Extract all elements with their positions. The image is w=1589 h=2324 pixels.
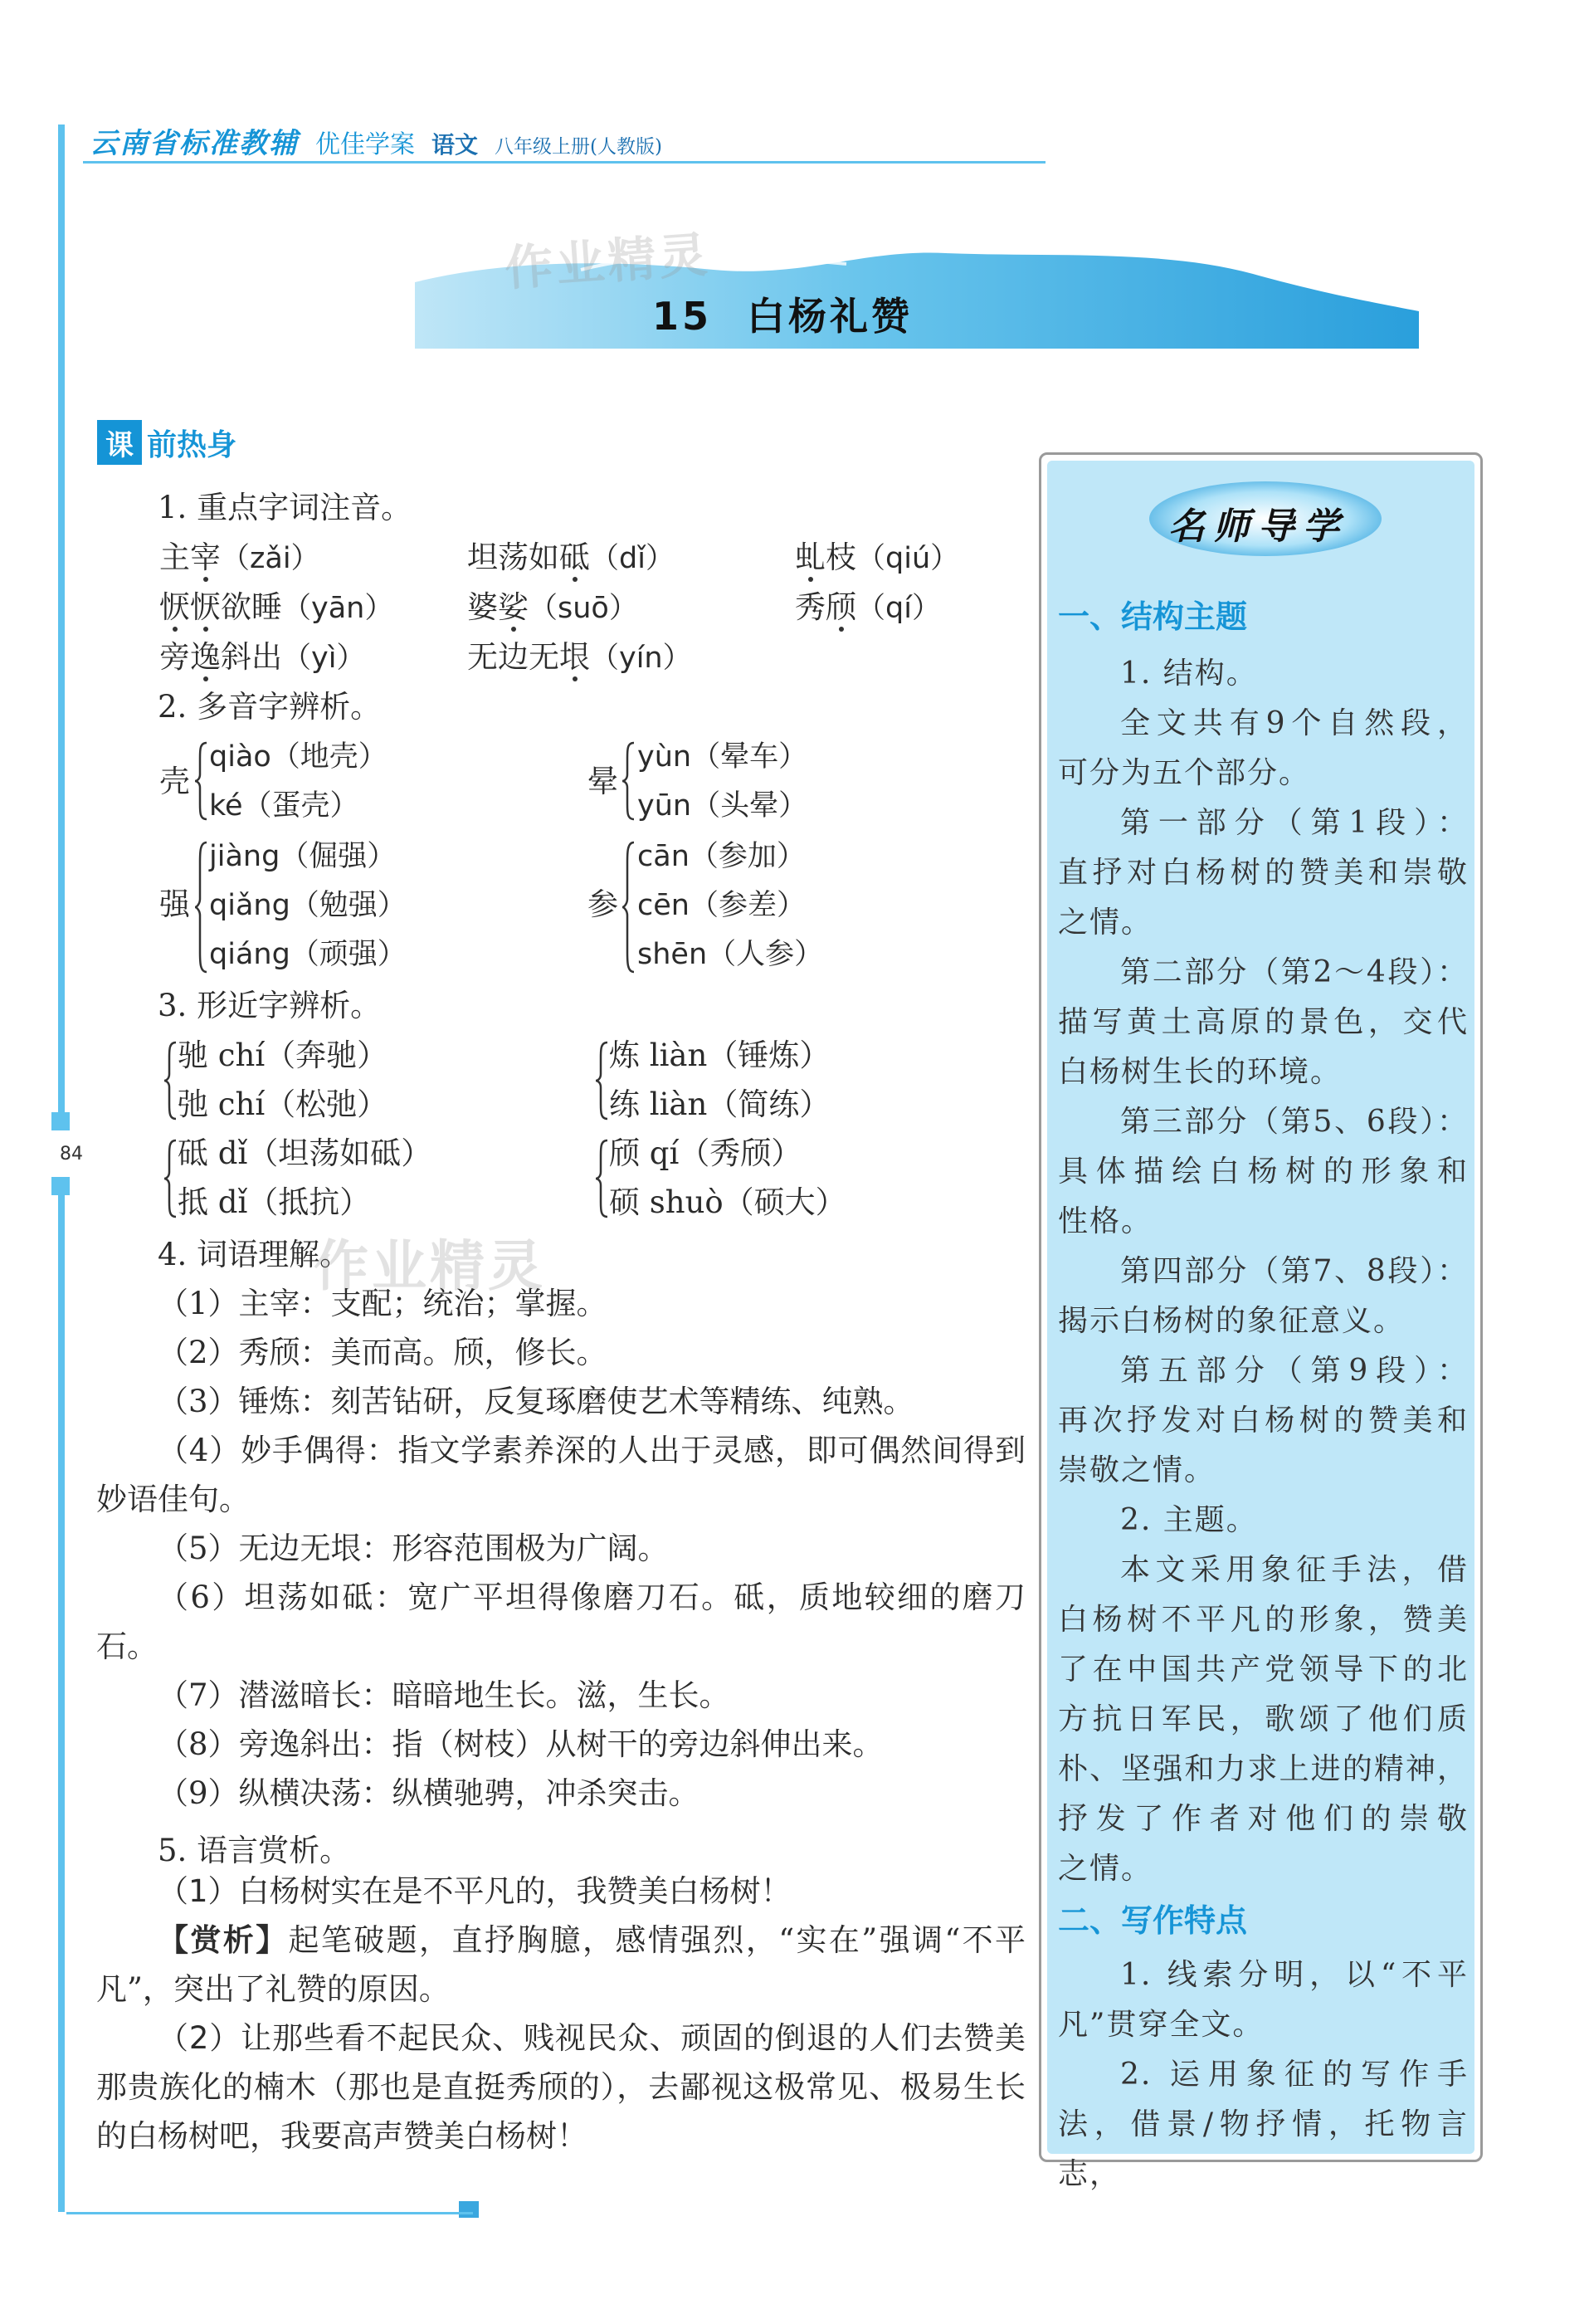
q1-word: 旁逸斜出 — [159, 639, 282, 675]
sidebar-line: 了在中国共产党领导下的北 — [1058, 1653, 1469, 1687]
section-heading — [97, 420, 236, 465]
q2-reading: ké（蛋壳） — [209, 789, 359, 823]
q1-pinyin: （yān） — [282, 592, 394, 625]
q3-item: 砥 dǐ（坦荡如砥） — [178, 1135, 432, 1171]
sidebar-line: 描写黄土高原的景色，交代 — [1058, 1005, 1469, 1039]
watermark-top: 作业精灵 — [503, 226, 713, 297]
q2-char: 参 — [587, 886, 618, 922]
q3-item: 抵 dǐ（抵抗） — [178, 1184, 371, 1220]
sidebar-line: 朴、坚强和力求上进的精神， — [1058, 1752, 1469, 1786]
lesson-name: 白杨礼赞 — [747, 294, 914, 339]
analysis-text: 起笔破题，直抒胸臆，感情强烈，“实在”强调“不平凡”，突出了礼赞的原因。 — [96, 1922, 1026, 2007]
brace-icon — [594, 1139, 609, 1218]
q1-item — [159, 641, 365, 675]
grade-label: 八年级上册(人教版) — [495, 136, 662, 158]
q4-item: （1）主宰：支配；统治；掌握。 — [158, 1286, 607, 1321]
q4-item: （5）无边无垠：形容范围极为广阔。 — [158, 1531, 669, 1566]
sidebar-line: 第三部分（第5、6段）： — [1120, 1105, 1469, 1139]
q2-reading: qiào（地壳） — [209, 740, 388, 774]
brace-icon — [163, 1139, 178, 1218]
q3-item: 炼 liàn（锤炼） — [609, 1038, 831, 1073]
q5-analysis — [96, 1916, 1026, 2014]
bottom-rule — [66, 2212, 473, 2214]
sidebar-line: 1. 结构。 — [1120, 657, 1258, 691]
section-label: 前热身 — [147, 427, 237, 462]
sidebar-line: 直抒对白杨树的赞美和崇敬 — [1058, 856, 1469, 890]
q4-item: （4）妙手偶得：指文学素养深的人出于灵感，即可偶然间得到妙语佳句。 — [96, 1433, 1026, 1517]
q1-word: 秀颀 — [795, 589, 856, 625]
sidebar-line: 抒发了作者对他们的崇敬 — [1058, 1802, 1469, 1836]
watermark-middle: 作业精灵 — [314, 1234, 546, 1298]
q2-char: 壳 — [159, 764, 190, 799]
margin-tick-top — [51, 1112, 70, 1130]
page-header — [90, 120, 662, 161]
sidebar-line: 2. 运用象征的写作手 — [1120, 2058, 1469, 2092]
q1-item — [795, 591, 941, 625]
sidebar-line: 1. 线索分明，以“不平 — [1120, 1958, 1469, 1992]
q1-heading: 1. 重点字词注音。 — [158, 490, 412, 525]
q1-item — [795, 541, 959, 575]
q1-word: 婆娑 — [467, 589, 529, 625]
q1-item — [159, 591, 393, 625]
brace-icon — [621, 841, 636, 974]
brace-icon — [193, 741, 208, 821]
q2-reading: cān（参加） — [637, 840, 806, 873]
q5-sentence-2: （2）让那些看不起民众、贱视民众、顽固的倒退的人们去赞美那贵族化的楠木（那也是直挺秀颀的），去鄙视这极常见、极易生长的白杨树吧，我要高声赞美白杨树！ — [96, 2020, 1026, 2154]
sidebar-heading-2: 二、写作特点 — [1058, 1902, 1248, 1939]
sidebar-line: 再次抒发对白杨树的赞美和 — [1058, 1404, 1469, 1438]
series-name: 优佳学案 — [315, 130, 415, 159]
brace-icon — [621, 741, 636, 821]
brace-icon — [594, 1041, 609, 1120]
q3-item: 驰 chí（奔驰） — [178, 1038, 388, 1073]
page-number: 84 — [60, 1144, 83, 1164]
sidebar-line: 性格。 — [1058, 1204, 1153, 1238]
q2-reading: shēn（人参） — [637, 938, 824, 971]
sidebar-line: 揭示白杨树的象征意义。 — [1058, 1304, 1406, 1338]
q1-pinyin: （qiú） — [856, 542, 960, 575]
sidebar-heading-1: 一、结构主题 — [1058, 598, 1248, 635]
q4-item: （9）纵横决荡：纵横驰骋，冲杀突击。 — [158, 1775, 699, 1811]
book-title: 云南省标准教辅 — [90, 127, 299, 160]
left-margin-bar — [58, 124, 65, 1112]
q3-heading: 3. 形近字辨析。 — [158, 988, 382, 1023]
analysis-label: 【赏析】 — [158, 1921, 289, 1958]
q1-pinyin: （yín） — [590, 642, 692, 675]
sidebar-line: 可分为五个部分。 — [1058, 756, 1311, 790]
q2-reading: qiǎng（勉强） — [209, 889, 407, 922]
q1-item — [159, 541, 320, 575]
q1-pinyin: （suō） — [529, 592, 638, 625]
q1-pinyin: （qí） — [856, 592, 941, 625]
bottom-marker — [459, 2201, 479, 2218]
left-margin-bar-lower — [58, 1183, 65, 2212]
sidebar-line: 第五部分（第9段）： — [1120, 1354, 1469, 1388]
q4-heading: 4. 词语理解。 — [158, 1237, 351, 1272]
q4-item: （7）潜滋暗长：暗暗地生长。滋，生长。 — [158, 1677, 730, 1713]
q2-char: 晕 — [587, 764, 618, 799]
q1-word: 恹恹欲睡 — [159, 589, 282, 625]
q1-word: 坦荡如砥 — [467, 540, 590, 575]
q1-pinyin: （dǐ） — [590, 542, 675, 575]
q2-reading: qiáng（顽强） — [209, 938, 407, 971]
q1-item — [467, 641, 692, 675]
sidebar-line: 之情。 — [1058, 1852, 1153, 1886]
sidebar-line: 之情。 — [1058, 906, 1153, 940]
q3-item: 弛 chí（松弛） — [178, 1086, 388, 1122]
q1-pinyin: （zǎi） — [221, 542, 320, 575]
q4-item: （6）坦荡如砥：宽广平坦得像磨刀石。砥，质地较细的磨刀石。 — [96, 1579, 1026, 1664]
sidebar-line: 本文采用象征手法，借 — [1120, 1553, 1469, 1587]
q2-reading: yūn（头晕） — [637, 789, 808, 823]
sidebar-line: 法，借景/物抒情，托物言志， — [1058, 2107, 1469, 2191]
q1-word: 虬枝 — [795, 540, 856, 575]
q2-reading: cēn（参差） — [637, 889, 806, 922]
sidebar-line: 方抗日军民，歌颂了他们质 — [1058, 1702, 1469, 1736]
sidebar-line: 崇敬之情。 — [1058, 1453, 1216, 1487]
header-rule — [83, 161, 1046, 164]
q1-word: 主宰 — [159, 540, 221, 575]
q1-word: 无边无垠 — [467, 639, 590, 675]
q2-char: 强 — [159, 886, 190, 922]
q2-heading: 2. 多音字辨析。 — [158, 689, 382, 725]
sidebar-line: 第一部分（第1段）： — [1120, 806, 1469, 840]
q3-item: 硕 shuò（硕大） — [609, 1184, 846, 1220]
lesson-title — [652, 286, 913, 341]
q4-item: （8）旁逸斜出：指（树枝）从树干的旁边斜伸出来。 — [158, 1726, 884, 1762]
q5-sentence-1: （1）白杨树实在是不平凡的，我赞美白杨树！ — [158, 1873, 792, 1909]
section-icon: 课 — [97, 420, 142, 465]
brace-icon — [193, 841, 208, 974]
sidebar-line: 第四部分（第7、8段）： — [1120, 1254, 1469, 1288]
q1-pinyin: （yì） — [282, 642, 366, 675]
sidebar-line: 白杨树不平凡的形象，赞美 — [1058, 1603, 1469, 1637]
sidebar-line: 具体描绘白杨树的形象和 — [1058, 1155, 1469, 1189]
sidebar-line: 凡”贯穿全文。 — [1058, 2008, 1265, 2042]
q1-item — [467, 591, 638, 625]
q1-item — [467, 541, 675, 575]
q2-reading: yùn（晕车） — [637, 740, 808, 774]
subject-label: 语文 — [431, 131, 479, 159]
q3-item: 练 liàn（简练） — [609, 1086, 831, 1122]
brace-icon — [163, 1041, 178, 1120]
sidebar-badge: 名师导学 — [1168, 505, 1348, 548]
q2-reading: jiàng（倔强） — [209, 840, 397, 873]
sidebar-line: 2. 主题。 — [1120, 1503, 1258, 1537]
sidebar-line: 全文共有9个自然段， — [1120, 706, 1469, 740]
q5-heading: 5. 语言赏析。 — [158, 1833, 351, 1868]
q4-item: （2）秀颀：美而高。颀，修长。 — [158, 1335, 607, 1370]
q4-item: （3）锤炼：刻苦钻研，反复琢磨使艺术等精练、纯熟。 — [158, 1384, 914, 1419]
lesson-number: 15 — [652, 294, 713, 339]
sidebar-line: 白杨树生长的环境。 — [1058, 1055, 1343, 1089]
sidebar-line: 第二部分（第2～4段）： — [1120, 955, 1469, 989]
q3-item: 颀 qí（秀颀） — [609, 1135, 802, 1171]
